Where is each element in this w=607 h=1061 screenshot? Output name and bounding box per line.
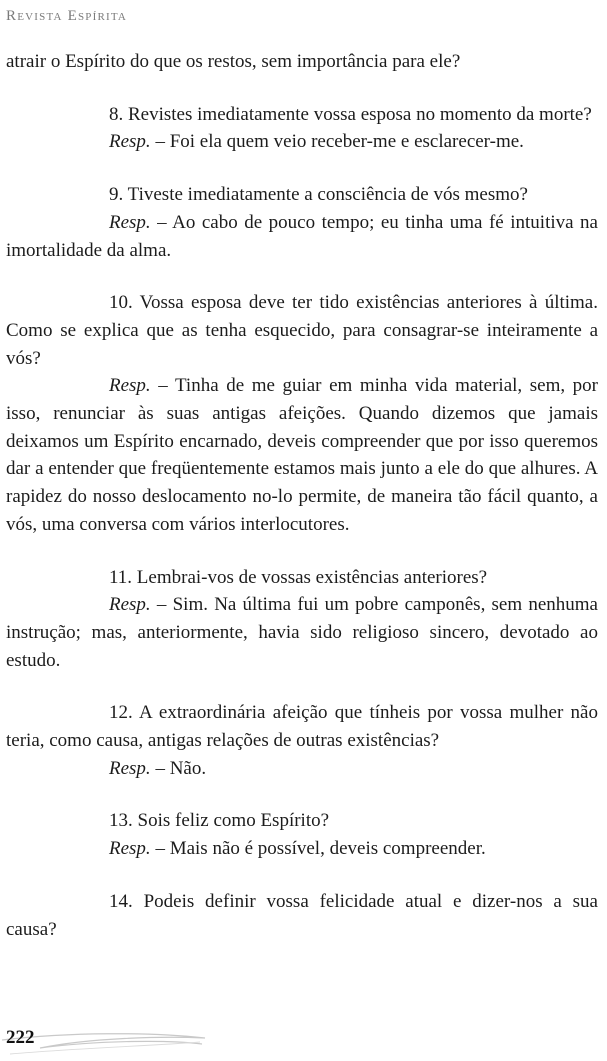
question-9: 9. Tiveste imediatamente a consciência de vós mesmo? — [109, 184, 528, 206]
question-13: 13. Sois feliz como Espírito? — [109, 810, 330, 832]
question-11: 11. Lembrai-vos de vossas existências anteriores? — [109, 566, 488, 588]
answer-12: Resp. – Não. — [109, 757, 207, 779]
resp-label: Resp. — [109, 757, 151, 779]
question-10: 10. Vossa esposa deve ter tido existências anteriores à última. Como se explica que as tenha esquecido, para consagrar-se inteiramente a vós? — [6, 292, 598, 369]
resp-label: Resp. — [109, 594, 151, 616]
answer-9: Resp. – Ao cabo de pouco tempo; eu tinha uma fé intuitiva na imortalidade da alma. — [6, 211, 598, 261]
question-12: 12. A extraordinária afeição que tínheis por vossa mulher não teria, como causa, antigas relações de outras existências? — [6, 702, 598, 752]
paragraph-continuation: atrair o Espírito do que os restos, sem importância para ele? — [6, 51, 461, 72]
resp-label: Resp. — [109, 131, 151, 153]
running-head: Revista Espírita — [6, 8, 128, 24]
answer-13: Resp. – Mais não é possível, deveis compreender. — [109, 838, 486, 860]
answer-8: Resp. – Foi ela quem veio receber-me e esclarecer-me. — [109, 131, 524, 153]
page-body — [6, 48, 598, 943]
resp-label: Resp. — [109, 211, 151, 233]
question-14: 14. Podeis definir vossa felicidade atual e dizer-nos a sua causa? — [6, 890, 598, 940]
resp-label: Resp. — [109, 838, 151, 860]
page-number: 222 — [6, 1027, 35, 1048]
question-8: 8. Revistes imediatamente vossa esposa no momento da morte? — [109, 103, 592, 125]
resp-label: Resp. — [109, 375, 151, 397]
answer-11: Resp. – Sim. Na última fui um pobre camponês, sem nenhuma instrução; mas, anteriormente, havia sido religioso sincero, devotado ao estudo. — [6, 594, 598, 671]
answer-10: Resp. – Tinha de me guiar em minha vida material, sem, por isso, renunciar às suas antigas afeições. Quando dizemos que jamais deixamos um Espírito encarnado, deveis compreender que por isso queremos dar a entender que freqüentemente estamos mais junto a ele do que alhures. A rapidez do nosso deslocamento no-lo permite, de maneira tão fácil quanto, a vós, uma conversa com vários interlocutores. — [6, 375, 598, 535]
